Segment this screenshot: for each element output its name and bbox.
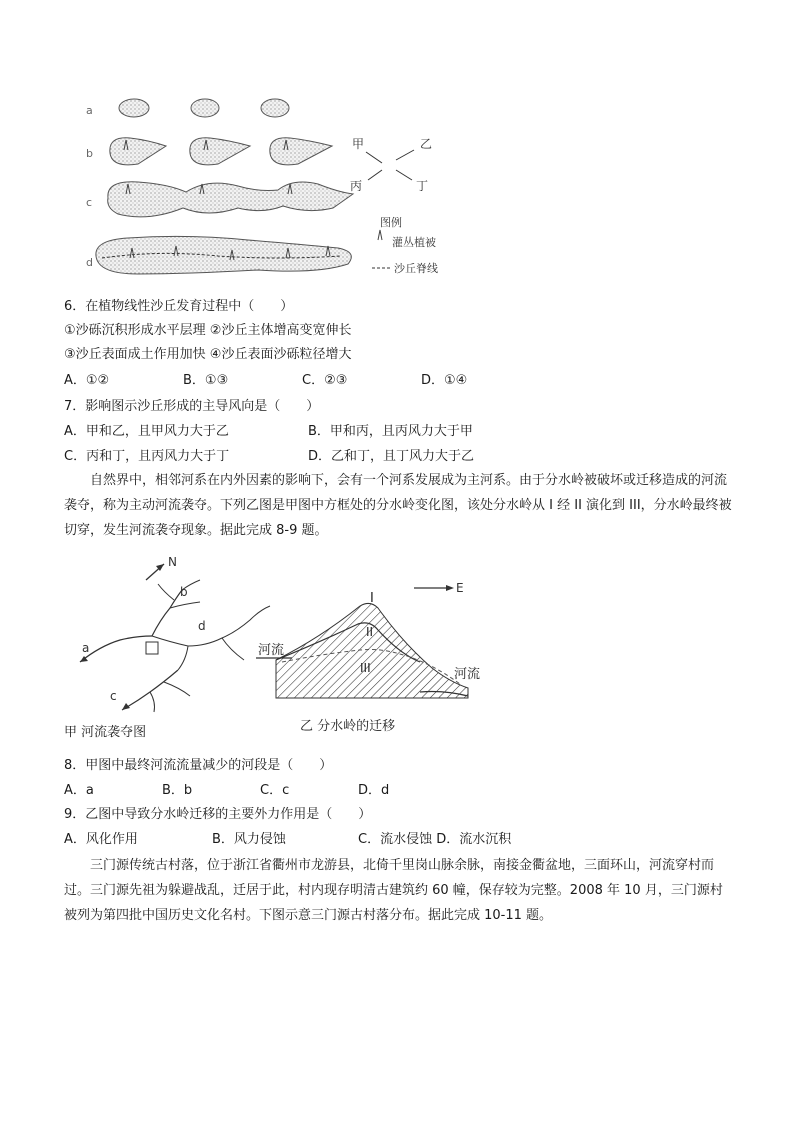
river-capture-figure bbox=[60, 550, 510, 750]
roman-I: I bbox=[370, 591, 374, 606]
q9-option-b[interactable]: B．风力侵蚀 bbox=[212, 832, 286, 847]
row-label-b: b bbox=[86, 147, 93, 160]
passage-river-capture: 自然界中，相邻河系在内外因素的影响下，会有一个河系发展成为主河系。由于分水岭被破坏或迁移造成的河流袭夺，称为主动河流袭夺。下列乙图是甲图中方框处的分水岭变化图，该处分水岭从 I 经 II 演化到 III，分水岭最终被切穿，发生河流袭夺现象。据此完成 8-9 题。 bbox=[64, 473, 732, 538]
river-label-right: 河流 bbox=[454, 667, 481, 682]
shrub-icon bbox=[378, 230, 382, 240]
row-label-c: c bbox=[86, 196, 93, 209]
wind-label-bing: 丙 bbox=[350, 179, 363, 193]
q6-line2: ③沙丘表面成土作用加快 ④沙丘表面沙砾粒径增大 bbox=[64, 347, 352, 362]
q7-option-c[interactable]: C．丙和丁，且丙风力大于丁 bbox=[64, 449, 230, 464]
q8-stem: 8．甲图中最终河流流量减少的河段是（ ） bbox=[64, 758, 333, 773]
legend-title: 图例 bbox=[380, 216, 402, 229]
divide-migration-diagram bbox=[256, 581, 480, 734]
q8-option-d[interactable]: D．d bbox=[358, 783, 390, 798]
q7-option-b[interactable]: B．甲和丙，且丙风力大于甲 bbox=[308, 424, 473, 439]
row-label-a: a bbox=[86, 104, 93, 117]
wind-label-jia: 甲 bbox=[352, 137, 365, 151]
divide-box bbox=[146, 642, 158, 654]
roman-III: III bbox=[360, 661, 371, 675]
river-label-left: 河流 bbox=[258, 643, 285, 658]
q9-option-a[interactable]: A．风化作用 bbox=[64, 832, 138, 847]
passage-sanmenyuan: 三门源传统古村落，位于浙江省衢州市龙游县，北倚千里岗山脉余脉，南接金衢盆地，三面环山，河流穿村而过。三门源先祖为躲避战乱，迁居于此，村内现存明清古建筑约 60 幢，保存较为完整。2008 年 10 月，三门源村被列为第四批中国历史文化名村。下图示意三门源古村落分布。据此完成 10-11 题。 bbox=[64, 858, 723, 923]
q7-option-a[interactable]: A．甲和乙，且甲风力大于乙 bbox=[64, 424, 229, 439]
map-label-c: c bbox=[110, 689, 117, 703]
q6-option-d[interactable]: D．①④ bbox=[421, 373, 468, 388]
figure1-legend bbox=[372, 215, 438, 275]
q8-option-c[interactable]: C．c bbox=[260, 783, 290, 798]
q6-option-a[interactable]: A．①② bbox=[64, 373, 110, 388]
q7-option-d[interactable]: D．乙和丁，且丁风力大于乙 bbox=[308, 449, 475, 464]
q9-option-cd[interactable]: C．流水侵蚀 D．流水沉积 bbox=[358, 832, 512, 847]
wind-label-yi: 乙 bbox=[420, 137, 433, 151]
q6-line1: ①沙砾沉积形成水平层理 ②沙丘主体增高变宽伸长 bbox=[64, 323, 352, 338]
q7-stem: 7．影响图示沙丘形成的主导风向是（ ） bbox=[64, 399, 320, 414]
q6-stem: 6．在植物线性沙丘发育过程中（ ） bbox=[64, 299, 294, 314]
map-label-b: b bbox=[180, 585, 188, 599]
river-network-map bbox=[64, 555, 270, 740]
dune-development-figure bbox=[78, 88, 478, 288]
q8-option-b[interactable]: B．b bbox=[162, 783, 193, 798]
legend-shrub: 灌丛植被 bbox=[392, 236, 436, 249]
east-label: E bbox=[456, 581, 464, 595]
map-label-a: a bbox=[82, 641, 90, 655]
dune-stage-a bbox=[119, 99, 289, 117]
dune-stage-d bbox=[96, 236, 351, 274]
row-label-d: d bbox=[86, 256, 93, 269]
map-label-d: d bbox=[198, 619, 206, 633]
caption-jia: 甲 河流袭夺图 bbox=[64, 725, 147, 740]
q9-stem: 9．乙图中导致分水岭迁移的主要外力作用是（ ） bbox=[64, 807, 372, 822]
q8-option-a[interactable]: A．a bbox=[64, 783, 94, 798]
dune-stage-c bbox=[108, 182, 353, 217]
wind-label-ding: 丁 bbox=[416, 179, 429, 193]
q6-option-c[interactable]: C．②③ bbox=[302, 373, 348, 388]
q6-option-b[interactable]: B．①③ bbox=[183, 373, 229, 388]
north-label: N bbox=[168, 555, 177, 569]
dune-stage-b bbox=[110, 138, 332, 165]
legend-ridge: 沙丘脊线 bbox=[394, 262, 438, 275]
caption-yi: 乙 分水岭的迁移 bbox=[300, 719, 396, 734]
wind-directions bbox=[350, 137, 432, 193]
roman-II: II bbox=[366, 625, 374, 639]
